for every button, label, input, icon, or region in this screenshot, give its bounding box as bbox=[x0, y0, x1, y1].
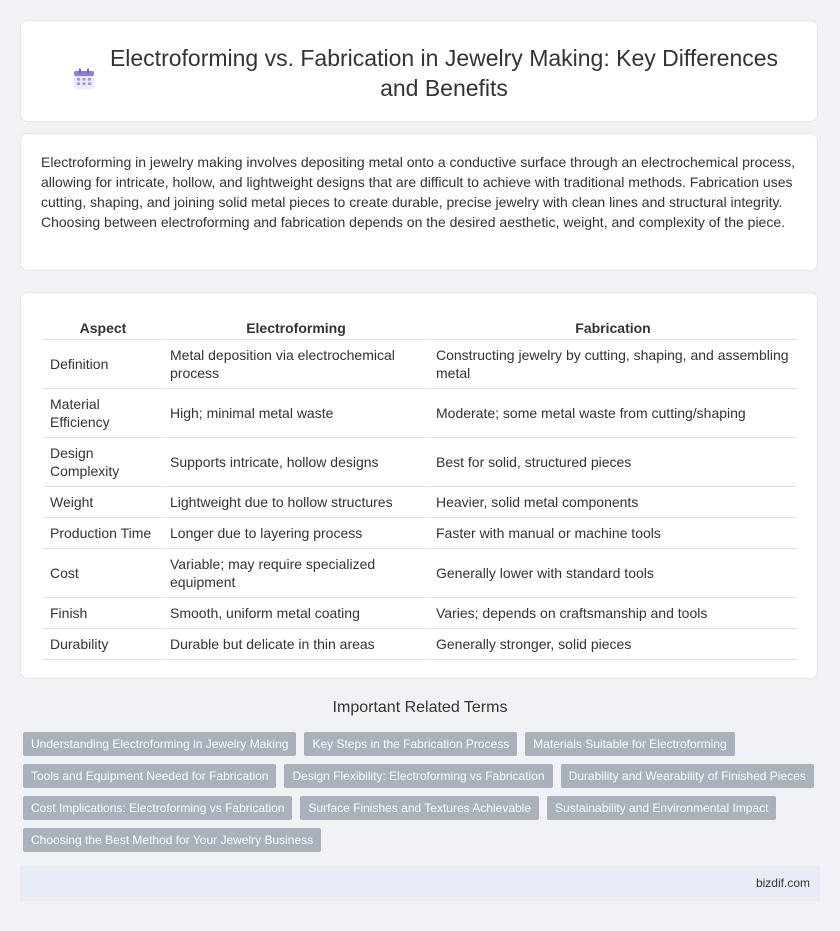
table-row bbox=[44, 549, 796, 598]
header-aspect: Aspect bbox=[44, 313, 162, 340]
cell-electroforming: Durable but delicate in thin areas bbox=[164, 629, 428, 660]
related-terms-list bbox=[23, 732, 823, 852]
related-term-link[interactable]: Design Flexibility: Electroforming vs Fabrication bbox=[284, 764, 552, 788]
related-term-link[interactable]: Understanding Electroforming in Jewelry Making bbox=[23, 732, 296, 756]
cell-fabrication: Generally lower with standard tools bbox=[430, 549, 796, 598]
cell-aspect: Finish bbox=[44, 598, 162, 629]
comparison-table bbox=[42, 313, 798, 660]
related-term-link[interactable]: Cost Implications: Electroforming vs Fabrication bbox=[23, 796, 292, 820]
table-row bbox=[44, 340, 796, 389]
intro-card bbox=[20, 133, 818, 271]
related-term-link[interactable]: Surface Finishes and Textures Achievable bbox=[300, 796, 539, 820]
table-row bbox=[44, 598, 796, 629]
related-term-link[interactable]: Sustainability and Environmental Impact bbox=[547, 796, 776, 820]
table-header-row bbox=[44, 313, 796, 340]
cell-electroforming: Metal deposition via electrochemical process bbox=[164, 340, 428, 389]
related-terms-heading: Important Related Terms bbox=[332, 699, 508, 716]
cell-fabrication: Moderate; some metal waste from cutting/shaping bbox=[430, 389, 796, 438]
cell-fabrication: Heavier, solid metal components bbox=[430, 487, 796, 518]
cell-aspect: Weight bbox=[44, 487, 162, 518]
cell-electroforming: Smooth, uniform metal coating bbox=[164, 598, 428, 629]
cell-aspect: Cost bbox=[44, 549, 162, 598]
table-row bbox=[44, 487, 796, 518]
table-row bbox=[44, 518, 796, 549]
cell-aspect: Durability bbox=[44, 629, 162, 660]
footer bbox=[20, 866, 820, 901]
footer-site-name: bizdif.com bbox=[755, 876, 810, 890]
cell-electroforming: Supports intricate, hollow designs bbox=[164, 438, 428, 487]
cell-electroforming: Lightweight due to hollow structures bbox=[164, 487, 428, 518]
cell-fabrication: Varies; depends on craftsmanship and tools bbox=[430, 598, 796, 629]
related-term-link[interactable]: Durability and Wearability of Finished Pieces bbox=[561, 764, 814, 788]
header-fabrication: Fabrication bbox=[430, 313, 796, 340]
header-electroforming: Electroforming bbox=[164, 313, 428, 340]
related-term-link[interactable]: Tools and Equipment Needed for Fabrication bbox=[23, 764, 276, 788]
cell-fabrication: Best for solid, structured pieces bbox=[430, 438, 796, 487]
cell-aspect: Design Complexity bbox=[44, 438, 162, 487]
table-row bbox=[44, 389, 796, 438]
cell-fabrication: Generally stronger, solid pieces bbox=[430, 629, 796, 660]
cell-aspect: Definition bbox=[44, 340, 162, 389]
table-row bbox=[44, 438, 796, 487]
intro-paragraph: Electroforming in jewelry making involves depositing metal onto a conductive surface through an electrochemical process, allowing for intricate, hollow, and lightweight designs that are difficult to achieve with traditional methods. Fabrication uses cutting, shaping, and joining solid metal pieces to create durable, precise jewelry with clean lines and structural integrity. Choosing between electroforming and fabrication depends on the desired aesthetic, weight, and complexity of the piece. bbox=[41, 154, 796, 230]
page-title: Electroforming vs. Fabrication in Jewelry Making: Key Differences and Benefits bbox=[109, 45, 779, 101]
related-term-link[interactable]: Key Steps in the Fabrication Process bbox=[304, 732, 517, 756]
cell-electroforming: Variable; may require specialized equipment bbox=[164, 549, 428, 598]
related-term-link[interactable]: Choosing the Best Method for Your Jewelry Business bbox=[23, 828, 321, 852]
table-row bbox=[44, 629, 796, 660]
cell-aspect: Production Time bbox=[44, 518, 162, 549]
cell-electroforming: Longer due to layering process bbox=[164, 518, 428, 549]
cell-electroforming: High; minimal metal waste bbox=[164, 389, 428, 438]
cell-fabrication: Constructing jewelry by cutting, shaping, and assembling metal bbox=[430, 340, 796, 389]
comparison-card bbox=[20, 292, 818, 679]
cell-aspect: Material Efficiency bbox=[44, 389, 162, 438]
cell-fabrication: Faster with manual or machine tools bbox=[430, 518, 796, 549]
related-term-link[interactable]: Materials Suitable for Electroforming bbox=[525, 732, 734, 756]
title-card bbox=[20, 20, 818, 122]
